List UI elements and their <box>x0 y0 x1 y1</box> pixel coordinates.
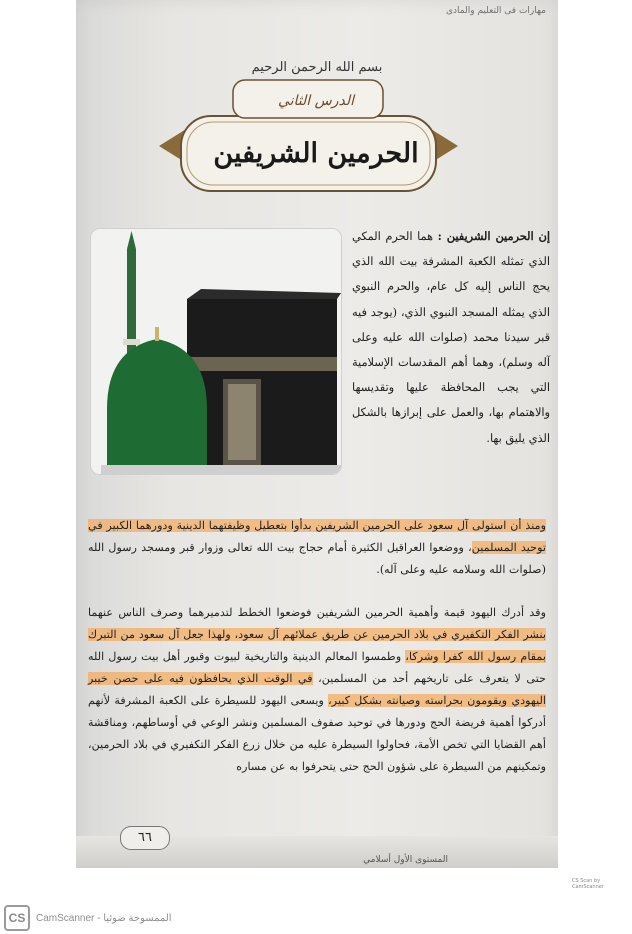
paragraph-jews-plans <box>88 602 546 778</box>
intro-lead: إن الحرمين الشريفين : <box>437 229 550 243</box>
footer-level-text: المستوى الأول أسلامي <box>363 855 448 865</box>
kiswa-band <box>187 357 337 371</box>
kaaba-shape <box>187 299 337 469</box>
paragraph1-rest: ، ووضعوا العراقيل الكثيرة أمام حجاج بيت الله تعالى وزوار قبر ومسجد رسول الله (صلوات الله وسلامه عليه وعلى آله). <box>88 541 546 576</box>
green-dome <box>107 339 207 469</box>
highlight-2: بنشر الفكر التكفيري في بلاد الحرمين عن طريق عملائهم آل سعود، ولهذا جعل آل سعود من التبرك بمقام رسول الله كفرا وشركا، <box>88 628 546 663</box>
paragraph-saud-control <box>88 515 546 581</box>
paragraph2-part2: وطمسوا المعالم الدينية والتاريخية لبيوت وقبور أهل بيت رسول الله حتى لا يتعرف على تاريخهم أحد من المسلمين، <box>88 650 546 685</box>
highlight-1: ومنذ أن استولى آل سعود على الحرمين الشريفين بدأوا بتعطيل وظيفتهما الدينية ودورهما الكبير في توحيد المسلمين <box>88 519 546 554</box>
running-title: مهارات فى التعليم والمادى <box>446 6 546 16</box>
book-page <box>76 0 558 868</box>
camscanner-logo-icon: CS <box>4 905 30 931</box>
basmala: بسم الله الرحمن الرحيم <box>251 60 383 75</box>
tiny-watermark: CS Scan by CamScanner <box>572 878 604 890</box>
paragraph2-part3: ويسعى اليهود للسيطرة على الكعبة المشرفة لأنهم أدركوا أهمية فريضة الحج ودورها في توحيد صفوف المسلمين ونشر الوعي في أوساطهم، ومناقشة أهم القضايا التي تخص الأمة، فحاولوا السيطرة عليه من خلال زرع الفكر التكفيري في بلاد الحرمين، وتمكينهم من السيطرة على شؤون الحج حتى يتحرفوا به عن مساره <box>88 694 546 773</box>
kaaba-and-green-dome-photo <box>90 228 342 475</box>
lesson-label: الدرس الثاني <box>277 93 354 109</box>
camscanner-watermark <box>4 904 172 932</box>
camscanner-label: CamScanner - الممسوحة ضوئيا <box>36 912 172 924</box>
lesson-title: الحرمين الشريفين <box>213 138 419 169</box>
highlight-3: في الوقت الذي يحافظون فيه على حصن خيبر اليهودي ويقومون بحراسته وصيانته بشكل كبير، <box>88 672 547 707</box>
page-number: ٦٦ <box>120 826 170 850</box>
intro-paragraph <box>352 224 550 451</box>
paragraph2-part1: وقد أدرك اليهود قيمة وأهمية الحرمين الشريفين فوضعوا الخطط لتدميرهما وصرف الناس عنهما <box>88 606 546 619</box>
intro-text: هما الحرم المكي الذي تمثله الكعبة المشرفة بيت الله الذي يحج الناس إليه كل عام، والحرم النبوي الذي يمثله المسجد النبوي الذي، (يوجد فيه قبر سيدنا محمد (صلوات الله عليه وعلى آله وسلم)، وهما أهم المقدسات الإسلامية التي يجب المحافظة عليها وتقديسها والاهتمام بها، والعمل على إبرازها بالشكل الذي يليق بها. <box>352 230 550 445</box>
